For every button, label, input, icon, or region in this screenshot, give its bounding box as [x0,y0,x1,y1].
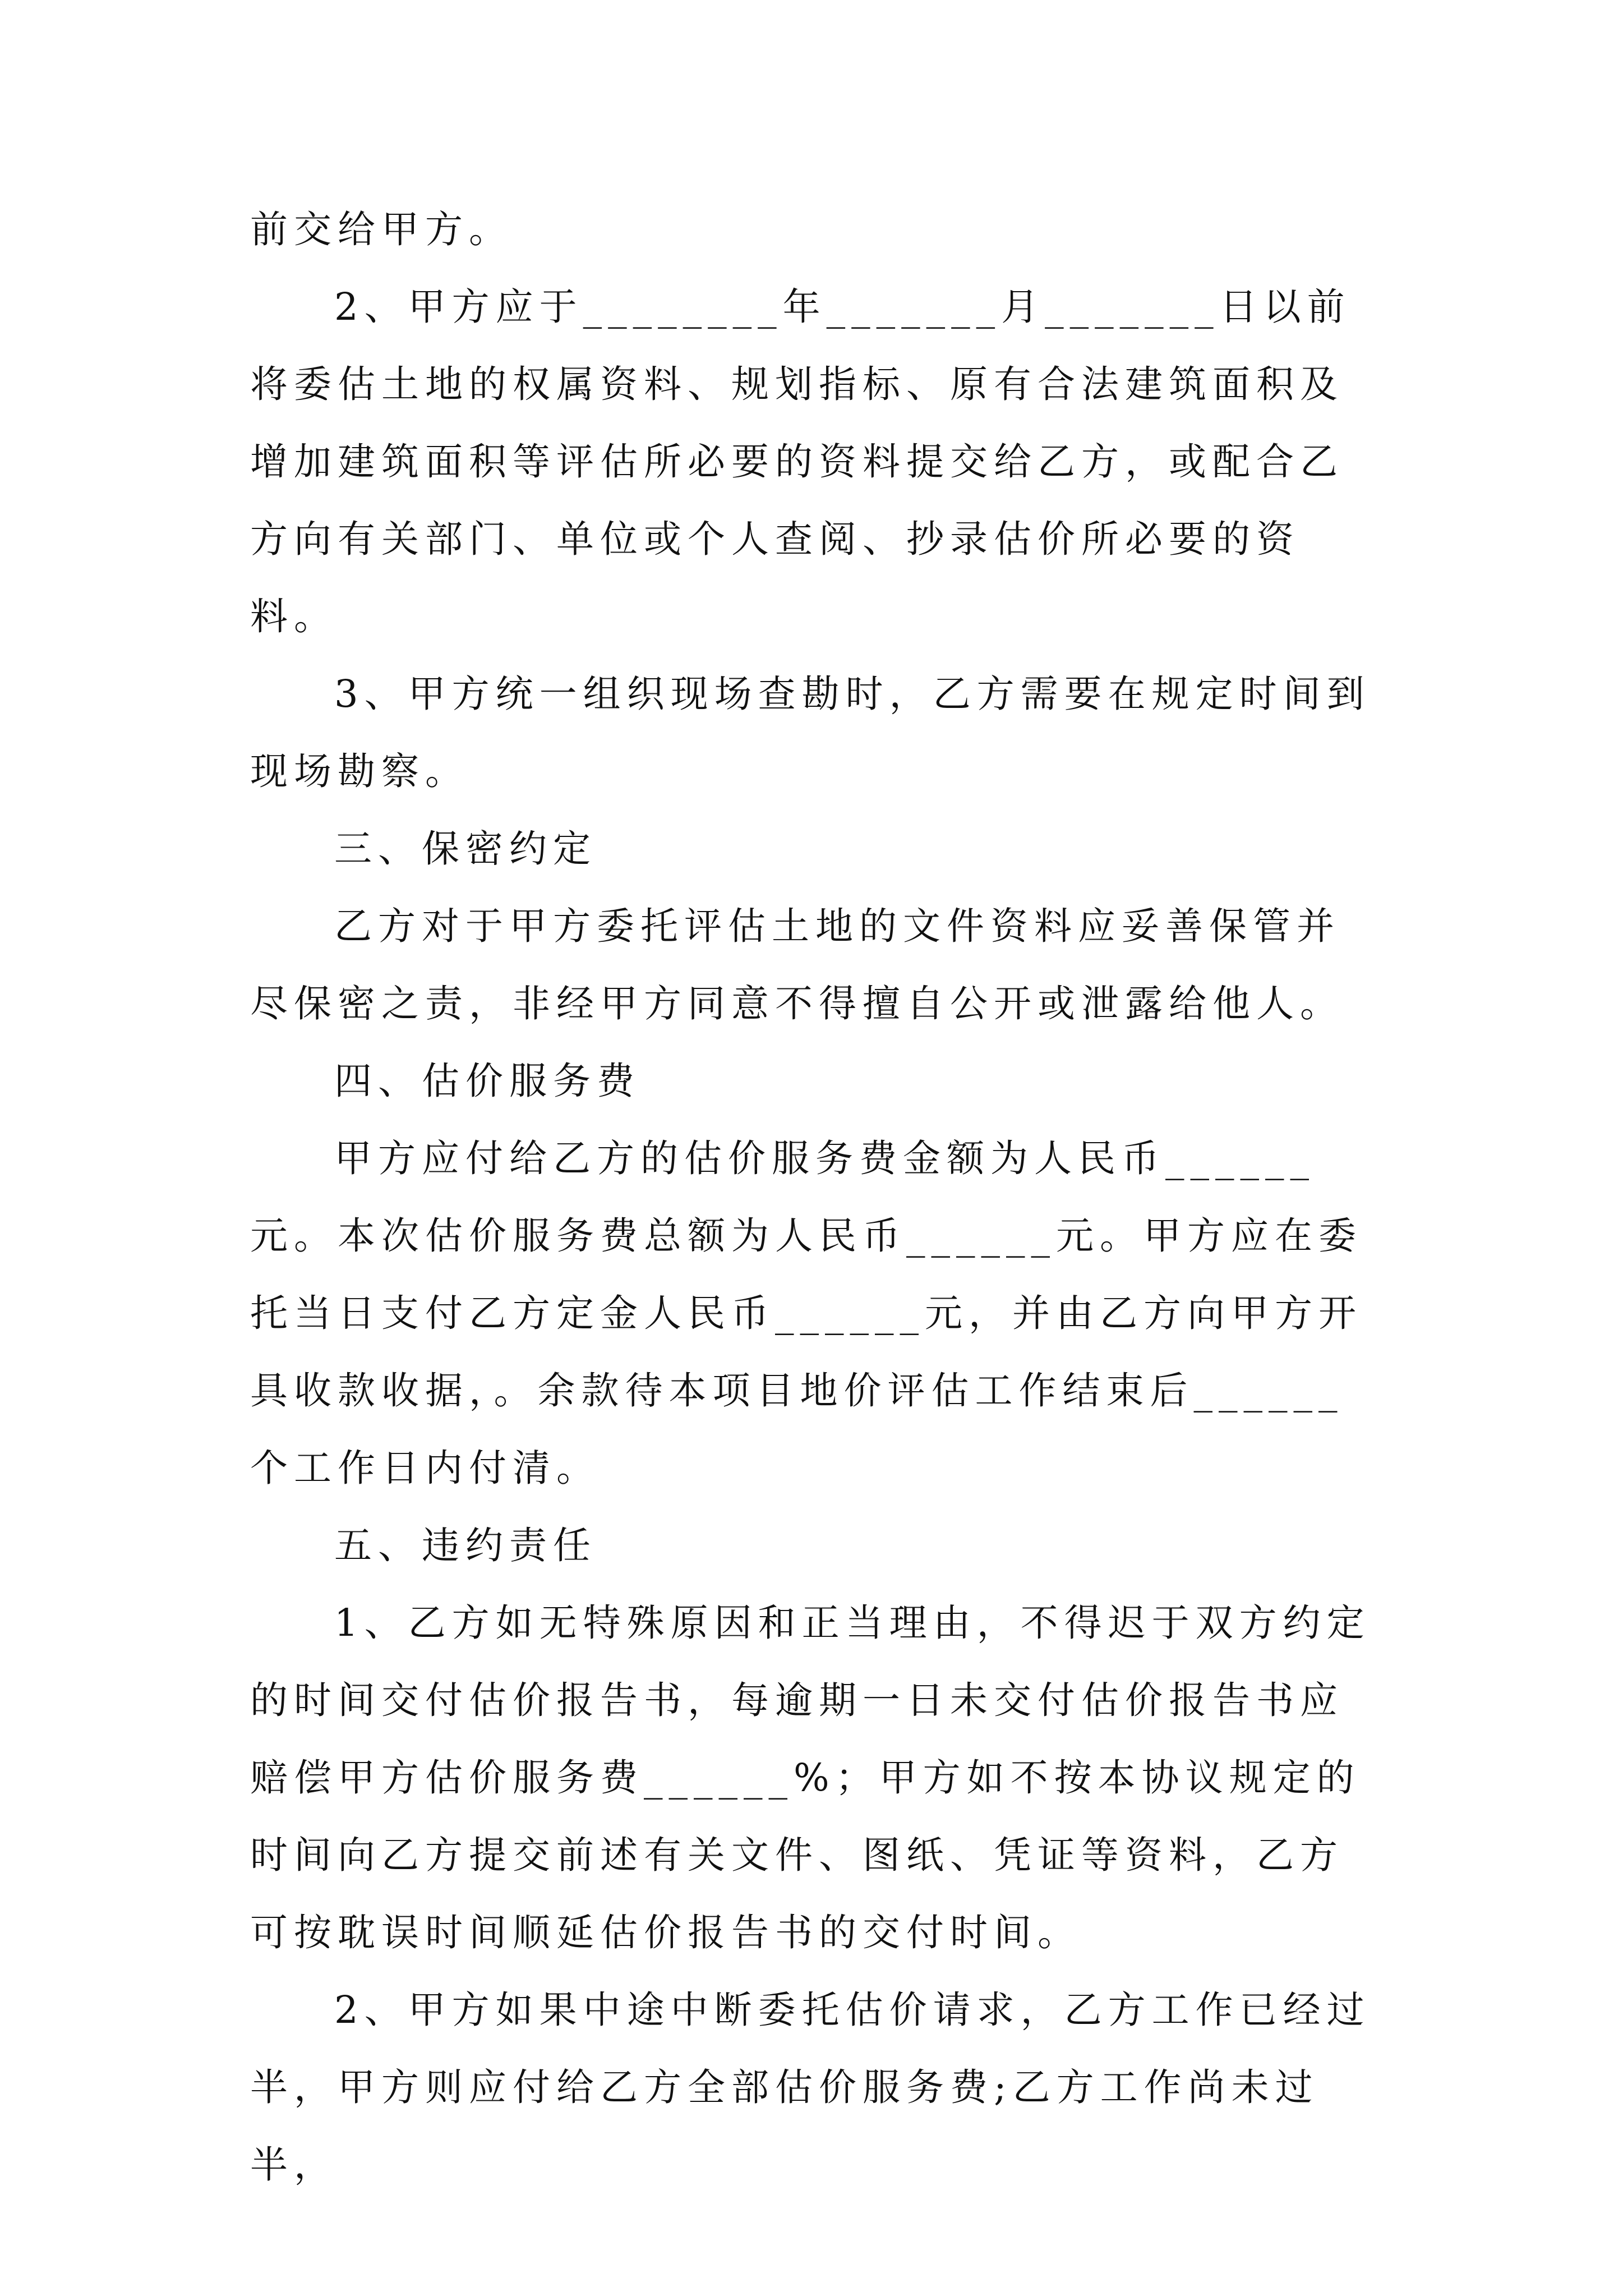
section-heading-confidentiality: 三、保密约定 [334,827,597,871]
paragraph-continuation: 前交给甲方。 [250,208,513,251]
paragraph-clause-3: 3、甲方统一组织现场查勘时，乙方需要在规定时间到现场勘察。 [250,672,1371,793]
paragraph-liability-2: 2、甲方如果中途中断委托估价请求，乙方工作已经过半，甲方则应付给乙方全部估价服务费;乙方工作尚未过半， [250,1988,1371,2187]
paragraph-confidentiality: 乙方对于甲方委托评估土地的文件资料应妥善保管并尽保密之责，非经甲方同意不得擅自公开或泄露给他人。 [250,904,1344,1025]
paragraph-clause-2: 2、甲方应于________年_______月_______日以前将委估土地的权属资料、规划指标、原有合法建筑面积及增加建筑面积等评估所必要的资料提交给乙方，或配合乙方向有关部门、单位或个人查阅、抄录估价所必要的资料。 [250,285,1351,638]
section-heading-liability: 五、违约责任 [334,1524,597,1567]
paragraph-fees: 甲方应付给乙方的估价服务费金额为人民币______元。本次估价服务费总额为人民币______元。甲方应在委托当日支付乙方定金人民币______元，并由乙方向甲方开具收款收据，。余款待本项目地价评估工作结束后______个工作日内付清。 [250,1137,1362,1490]
document-body [250,191,1377,2203]
paragraph-liability-1: 1、乙方如无特殊原因和正当理由，不得迟于双方约定的时间交付估价报告书，每逾期一日未交付估价报告书应赔偿甲方估价服务费______%；甲方如不按本协议规定的时间向乙方提交前述有关文件、图纸、凭证等资料，乙方可按耽误时间顺延估价报告书的交付时间。 [250,1601,1371,1954]
section-heading-fees: 四、估价服务费 [334,1059,640,1103]
